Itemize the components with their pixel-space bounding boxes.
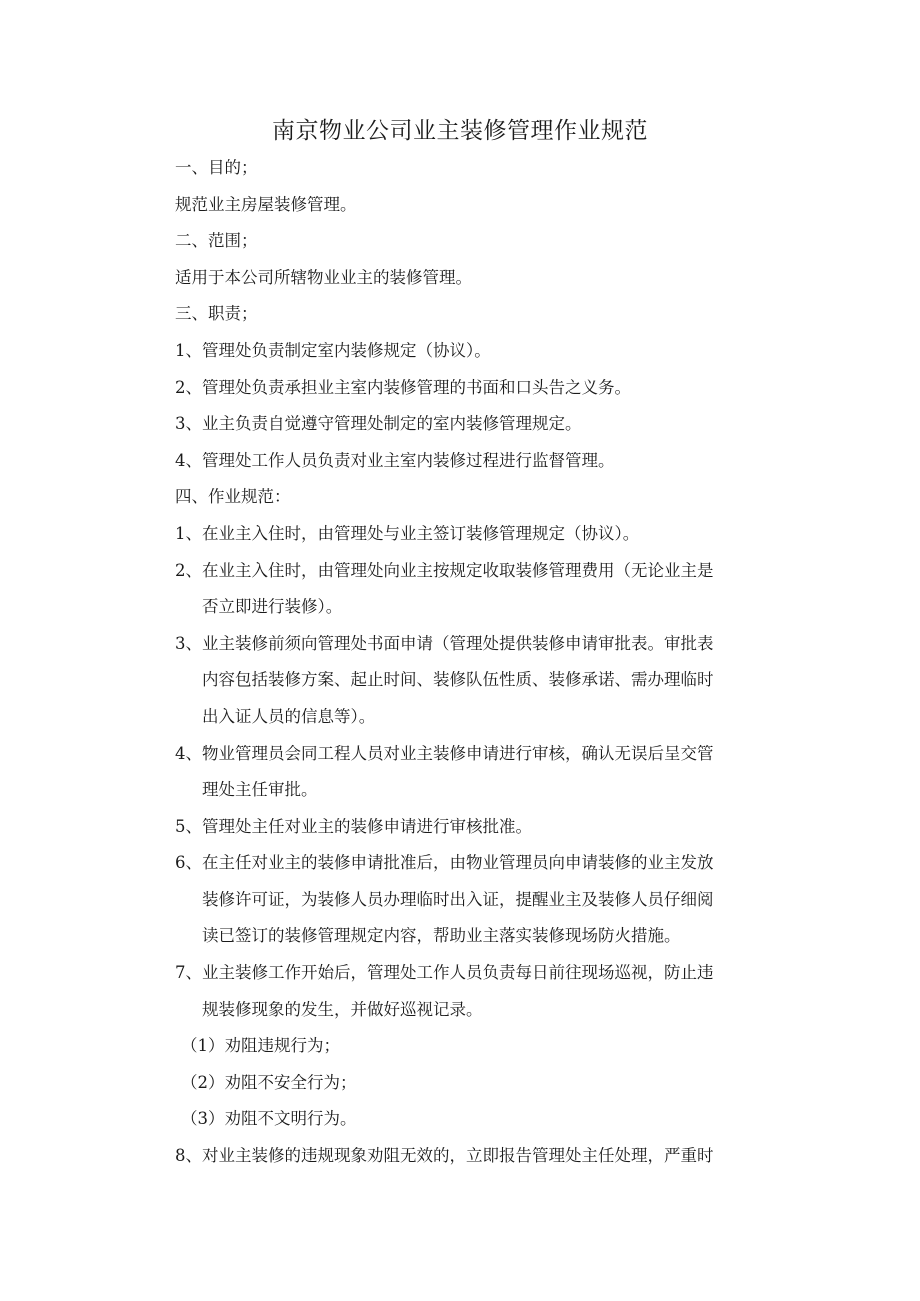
list-item-continuation: 内容包括装修方案、起止时间、装修队伍性质、装修承诺、需办理临时: [202, 670, 714, 690]
section-heading: 一、目的；: [175, 158, 258, 177]
list-item: 2、在业主入住时，由管理处向业主按规定收取装修管理费用（无论业主是: [175, 560, 714, 580]
list-item: 3、业主负责自觉遵守管理处制定的室内装修管理规定。: [175, 414, 582, 434]
list-item: 4、物业管理员会同工程人员对业主装修申请进行审核，确认无误后呈交管: [175, 743, 714, 763]
section-heading: 四、作业规范：: [175, 487, 291, 507]
list-item: 2、管理处负责承担业主室内装修管理的书面和口头告之义务。: [175, 377, 631, 397]
paragraph: 规范业主房屋装修管理。: [175, 194, 357, 214]
list-item-continuation: 否立即进行装修）。: [202, 597, 343, 617]
section-heading: 三、职责；: [175, 304, 258, 324]
document-title: 南京物业公司业主装修管理作业规范: [272, 118, 648, 144]
sub-list-item: （3）劝阻不文明行为。: [181, 1109, 357, 1129]
document-body: [175, 150, 795, 1175]
list-item: 4、管理处工作人员负责对业主室内装修过程进行监督管理。: [175, 450, 615, 470]
sub-list-item: （1）劝阻违规行为；: [181, 1036, 340, 1056]
paragraph: 适用于本公司所辖物业业主的装修管理。: [175, 267, 472, 287]
list-item: 3、业主装修前须向管理处书面申请（管理处提供装修申请审批表。审批表: [175, 633, 714, 653]
list-item-continuation: 规装修现象的发生，并做好巡视记录。: [202, 999, 483, 1019]
list-item-continuation: 读已签订的装修管理规定内容，帮助业主落实装修现场防火措施。: [202, 926, 681, 946]
sub-list-item: （2）劝阻不安全行为；: [181, 1072, 357, 1092]
list-item: 8、对业主装修的违规现象劝阻无效的，立即报告管理处主任处理，严重时: [175, 1146, 714, 1166]
list-item: 7、业主装修工作开始后，管理处工作人员负责每日前往现场巡视，防止违: [175, 963, 714, 983]
list-item: 5、管理处主任对业主的装修申请进行审核批准。: [175, 816, 532, 836]
list-item-continuation: 理处主任审批。: [202, 780, 318, 800]
section-heading: 二、范围；: [175, 231, 258, 251]
list-item: 6、在主任对业主的装修申请批准后，由物业管理员向申请装修的业主发放: [175, 853, 714, 873]
list-item-continuation: 出入证人员的信息等）。: [202, 706, 376, 726]
list-item: 1、在业主入住时，由管理处与业主签订装修管理规定（协议）。: [175, 523, 640, 543]
list-item: 1、管理处负责制定室内装修规定（协议）。: [175, 340, 491, 360]
list-item-continuation: 装修许可证，为装修人员办理临时出入证，提醒业主及装修人员仔细阅: [202, 889, 714, 909]
